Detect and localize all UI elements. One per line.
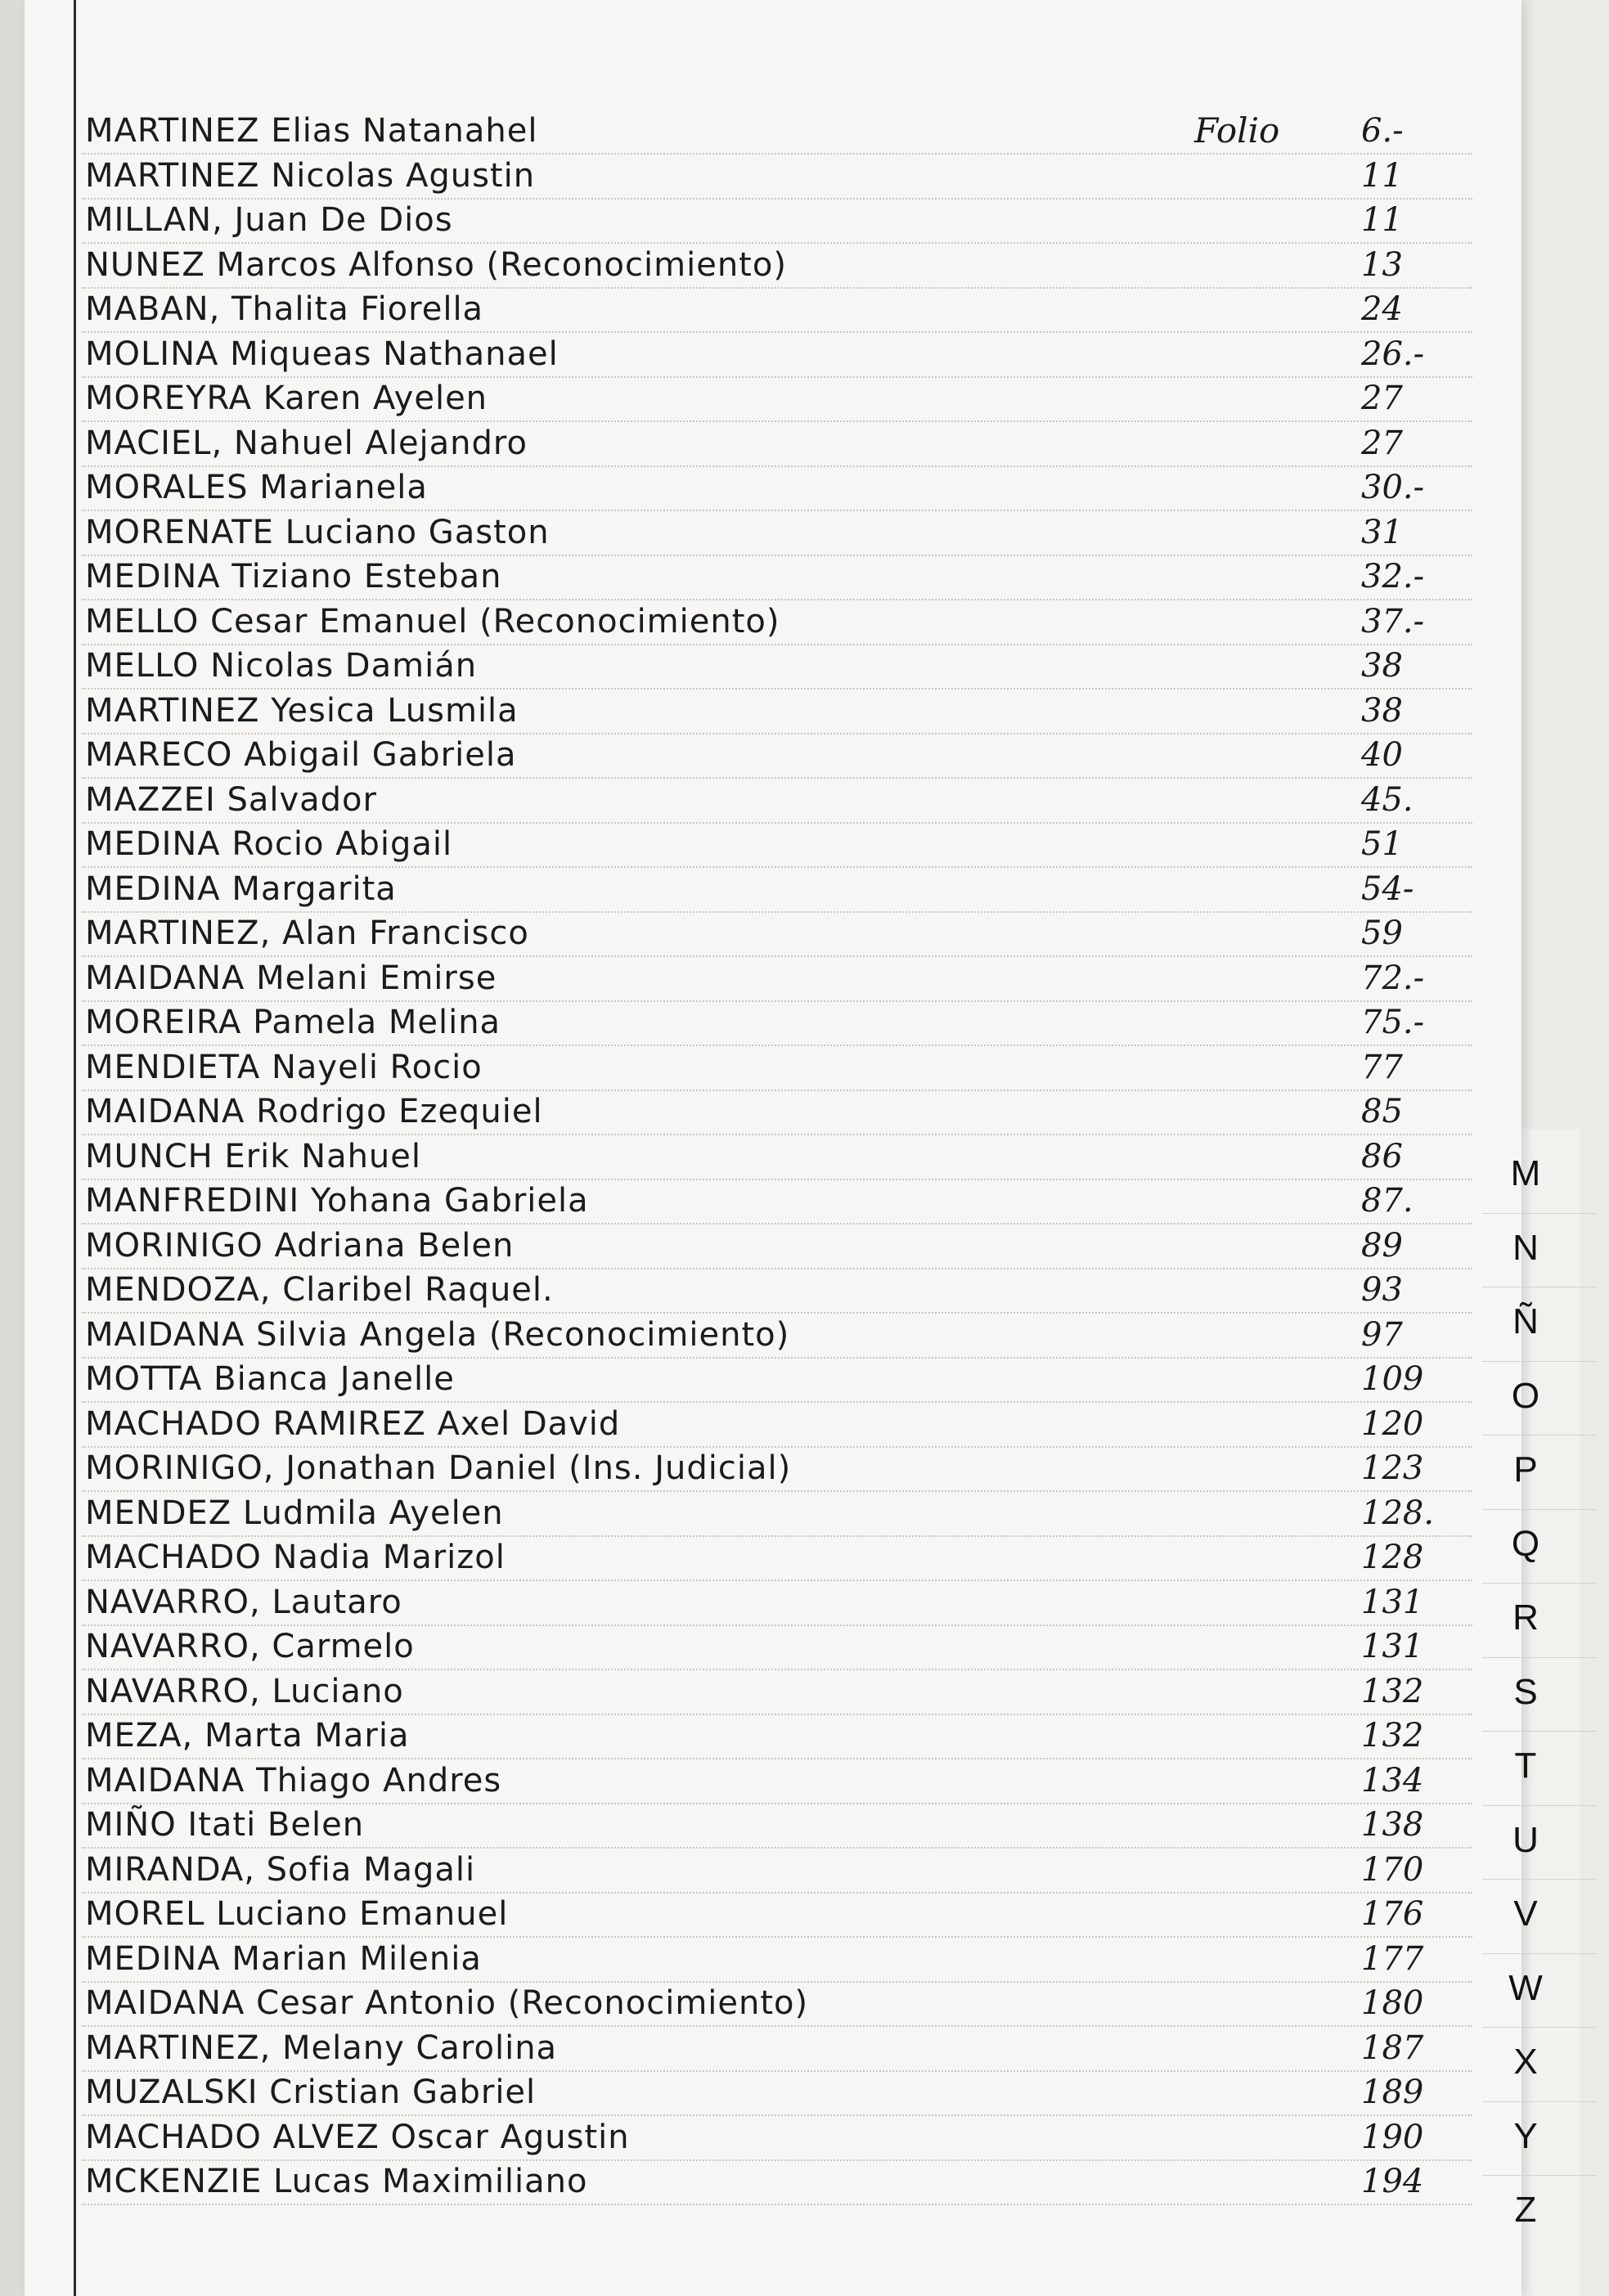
index-tab-8[interactable]: T: [1514, 1746, 1537, 1786]
ledger-row: [85, 869, 1476, 911]
student-name: MENDOZA, Claribel Raquel.: [85, 1271, 554, 1309]
index-tab-4[interactable]: P: [1513, 1449, 1538, 1489]
student-name: MARTINEZ, Alan Francisco: [85, 914, 529, 952]
ledger-row: [85, 1359, 1476, 1401]
folio-number: 97: [1361, 1315, 1403, 1354]
student-name: MAIDANA Cesar Antonio (Reconocimiento): [85, 1984, 809, 2022]
student-name: MEZA, Marta Maria: [85, 1717, 410, 1755]
folio-number: 27: [1361, 424, 1403, 462]
student-name: MOREL Luciano Emanuel: [85, 1895, 509, 1933]
ledger-row: [85, 467, 1476, 510]
folio-number: 86: [1361, 1137, 1403, 1175]
student-name: MACIEL, Nahuel Alejandro: [85, 424, 528, 462]
ledger-row: [85, 1493, 1476, 1535]
folio-number: 38: [1361, 647, 1403, 685]
folio-number: 131: [1361, 1583, 1424, 1621]
index-tab-3[interactable]: O: [1511, 1375, 1540, 1416]
student-name: MOREIRA Pamela Melina: [85, 1004, 501, 1041]
folio-number: 187: [1361, 2029, 1424, 2067]
index-tab-13[interactable]: Y: [1513, 2115, 1538, 2156]
student-name: MABAN, Thalita Fiorella: [85, 290, 484, 328]
index-tab-12[interactable]: X: [1513, 2042, 1538, 2082]
student-name: MARTINEZ Nicolas Agustin: [85, 156, 536, 195]
ledger-row: [85, 2161, 1476, 2204]
ledger-row: [85, 645, 1476, 688]
index-tab-1[interactable]: N: [1512, 1227, 1539, 1268]
folio-number: 128: [1361, 1539, 1424, 1576]
ledger-row: [85, 110, 1476, 153]
folio-number: 134: [1361, 1761, 1424, 1800]
student-name: MUZALSKI Cristian Gabriel: [85, 2074, 537, 2111]
folio-number: 13: [1361, 245, 1403, 284]
ledger-row: [85, 2117, 1476, 2159]
ledger-row: [85, 556, 1476, 599]
folio-number: 30.-: [1361, 469, 1425, 506]
ledger-row: [85, 155, 1476, 198]
student-name: NAVARRO, Lautaro: [85, 1583, 402, 1621]
ledger-row: [85, 1180, 1476, 1223]
ledger-row: [85, 1047, 1476, 1090]
ledger-row: [85, 1849, 1476, 1892]
index-tab-2[interactable]: Ñ: [1512, 1301, 1539, 1341]
ledger-row: [85, 913, 1476, 955]
page-margin-line: [74, 0, 76, 2296]
folio-number: 180: [1361, 1984, 1424, 2022]
ledger-row: [85, 1136, 1476, 1179]
ledger-row: [85, 1404, 1476, 1446]
folio-number: 54-: [1361, 869, 1414, 908]
student-name: MORINIGO Adriana Belen: [85, 1226, 515, 1265]
ledger-row: [85, 2028, 1476, 2070]
folio-number: 93: [1361, 1271, 1403, 1309]
index-tab-divider: [1482, 1879, 1597, 1880]
index-tab-divider: [1482, 2027, 1597, 2028]
student-name: MARTINEZ Yesica Lusmila: [85, 691, 519, 730]
folio-number: 72.-: [1361, 959, 1425, 997]
folio-number: 190: [1361, 2118, 1424, 2156]
student-name: MELLO Nicolas Damián: [85, 647, 478, 685]
index-tab-divider: [1482, 2101, 1597, 2102]
ledger-row: [85, 690, 1476, 733]
ledger-row: [85, 1715, 1476, 1758]
folio-number: 131: [1361, 1628, 1424, 1665]
ledger-row: [85, 200, 1476, 242]
index-tab-divider: [1482, 1657, 1597, 1658]
student-name: MARTINEZ Elias Natanahel: [85, 112, 538, 150]
ledger-row: [85, 780, 1476, 822]
student-name: MORALES Marianela: [85, 469, 428, 506]
index-tab-divider: [1482, 1583, 1597, 1584]
index-tab-divider: [1482, 1361, 1597, 1362]
folio-number: 194: [1361, 2163, 1424, 2200]
folio-number: 177: [1361, 1939, 1424, 1978]
ledger-row: [85, 1582, 1476, 1624]
folio-number: 40: [1361, 736, 1403, 774]
student-name: MEDINA Tiziano Esteban: [85, 558, 502, 595]
index-tab-6[interactable]: R: [1512, 1597, 1539, 1638]
index-tab-0[interactable]: M: [1510, 1153, 1541, 1193]
student-name: MOTTA Bianca Janelle: [85, 1360, 455, 1398]
ledger-row: [85, 1804, 1476, 1847]
folio-number: 6.-: [1361, 112, 1404, 150]
ledger-row: [85, 1983, 1476, 2025]
student-name: MORENATE Luciano Gaston: [85, 513, 550, 551]
folio-number: 89: [1361, 1226, 1403, 1265]
index-tab-divider: [1482, 1953, 1597, 1954]
ledger-row: [85, 423, 1476, 465]
student-name: MACHADO ALVEZ Oscar Agustin: [85, 2118, 630, 2156]
student-name: MACHADO RAMIREZ Axel David: [85, 1404, 621, 1443]
student-name: MOLINA Miqueas Nathanael: [85, 335, 559, 373]
ledger-row: [85, 1760, 1476, 1803]
folio-number: 120: [1361, 1404, 1424, 1443]
folio-number: 132: [1361, 1672, 1424, 1710]
folio-number: 176: [1361, 1895, 1424, 1933]
index-tab-11[interactable]: W: [1508, 1967, 1543, 2008]
folio-number: 77: [1361, 1048, 1403, 1086]
student-name: MCKENZIE Lucas Maximiliano: [85, 2163, 588, 2200]
index-tab-divider: [1482, 1213, 1597, 1214]
ledger-row: [85, 1314, 1476, 1357]
ledger-row: [85, 735, 1476, 777]
student-name: MARECO Abigail Gabriela: [85, 736, 517, 774]
student-name: NUNEZ Marcos Alfonso (Reconocimiento): [85, 245, 787, 284]
index-tab-10[interactable]: V: [1513, 1894, 1538, 1934]
folio-number: 87.: [1361, 1182, 1413, 1220]
folio-number: 59: [1361, 914, 1403, 952]
folio-number: 85: [1361, 1093, 1403, 1130]
student-name: NAVARRO, Carmelo: [85, 1628, 415, 1665]
ledger-row: [85, 1448, 1476, 1490]
folio-number: 109: [1361, 1360, 1424, 1398]
folio-number: 32.-: [1361, 558, 1425, 595]
folio-number: 132: [1361, 1717, 1424, 1755]
index-tab-9[interactable]: U: [1512, 1819, 1539, 1860]
student-name: MACHADO Nadia Marizol: [85, 1539, 506, 1576]
folio-number: 37.-: [1361, 602, 1425, 640]
student-name: MEDINA Rocio Abigail: [85, 825, 453, 863]
index-tab-7[interactable]: S: [1513, 1671, 1538, 1712]
student-name: MAIDANA Rodrigo Ezequiel: [85, 1093, 543, 1130]
ledger-row: [85, 1626, 1476, 1669]
ledger-row: [85, 2072, 1476, 2114]
folio-number: 51: [1361, 825, 1403, 863]
student-name: MARTINEZ, Melany Carolina: [85, 2029, 558, 2067]
ruled-line: [82, 2204, 1472, 2205]
folio-number: 123: [1361, 1449, 1424, 1487]
student-name: MIRANDA, Sofia Magali: [85, 1850, 476, 1889]
folio-number: 170: [1361, 1850, 1424, 1889]
folio-number: 128.: [1361, 1494, 1435, 1532]
folio-number: 189: [1361, 2074, 1424, 2111]
folio-number: 31: [1361, 513, 1403, 551]
ledger-row: [85, 512, 1476, 555]
folio-number: 24: [1361, 290, 1403, 328]
folio-number: 11: [1361, 201, 1403, 239]
index-tab-divider: [1482, 1435, 1597, 1436]
folio-number: 138: [1361, 1806, 1424, 1844]
index-tab-divider: [1482, 2175, 1597, 2176]
ledger-row: [85, 334, 1476, 376]
index-tab-divider: [1482, 1509, 1597, 1510]
student-name: MORINIGO, Jonathan Daniel (Ins. Judicial): [85, 1449, 792, 1487]
student-name: MEDINA Marian Milenia: [85, 1939, 482, 1978]
ledger-row: [85, 378, 1476, 420]
ledger-row: [85, 601, 1476, 644]
folio-number: 27: [1361, 380, 1403, 417]
student-name: MILLAN, Juan De Dios: [85, 201, 453, 239]
student-name: MENDEZ Ludmila Ayelen: [85, 1494, 504, 1532]
ledger-row: [85, 958, 1476, 1000]
ledger-row: [85, 1269, 1476, 1312]
folio-number: 75.-: [1361, 1004, 1425, 1041]
student-name: MELLO Cesar Emanuel (Reconocimiento): [85, 602, 780, 640]
folio-column-header: Folio: [1194, 110, 1280, 151]
ledger-row: [85, 245, 1476, 287]
ledger-row: [85, 1002, 1476, 1045]
folio-number: 11: [1361, 156, 1403, 195]
folio-number: 26.-: [1361, 335, 1425, 373]
index-tab-divider: [1482, 1805, 1597, 1806]
folio-number: 45.: [1361, 780, 1413, 819]
student-name: MANFREDINI Yohana Gabriela: [85, 1182, 589, 1220]
index-tab-14[interactable]: Z: [1514, 2190, 1537, 2230]
ledger-row: [85, 1671, 1476, 1714]
student-name: MAZZEI Salvador: [85, 780, 377, 819]
student-name: MAIDANA Thiago Andres: [85, 1761, 502, 1800]
index-tab-divider: [1482, 1731, 1597, 1732]
ledger-row: [85, 1939, 1476, 1981]
student-name: NAVARRO, Luciano: [85, 1672, 404, 1710]
ledger-row: [85, 1537, 1476, 1579]
student-name: MENDIETA Nayeli Rocio: [85, 1048, 483, 1086]
student-name: MUNCH Erik Nahuel: [85, 1137, 422, 1175]
ledger-row: [85, 289, 1476, 331]
ledger-row: [85, 1225, 1476, 1268]
ledger-row: [85, 824, 1476, 866]
student-name: MAIDANA Melani Emirse: [85, 959, 497, 997]
folio-number: 38: [1361, 691, 1403, 730]
student-name: MEDINA Margarita: [85, 869, 397, 908]
index-tab-5[interactable]: Q: [1511, 1523, 1540, 1564]
student-name: MAIDANA Silvia Angela (Reconocimiento): [85, 1315, 790, 1354]
student-name: MIÑO Itati Belen: [85, 1806, 365, 1844]
ledger-row: [85, 1091, 1476, 1134]
ledger-row: [85, 1894, 1476, 1936]
student-name: MOREYRA Karen Ayelen: [85, 380, 488, 417]
